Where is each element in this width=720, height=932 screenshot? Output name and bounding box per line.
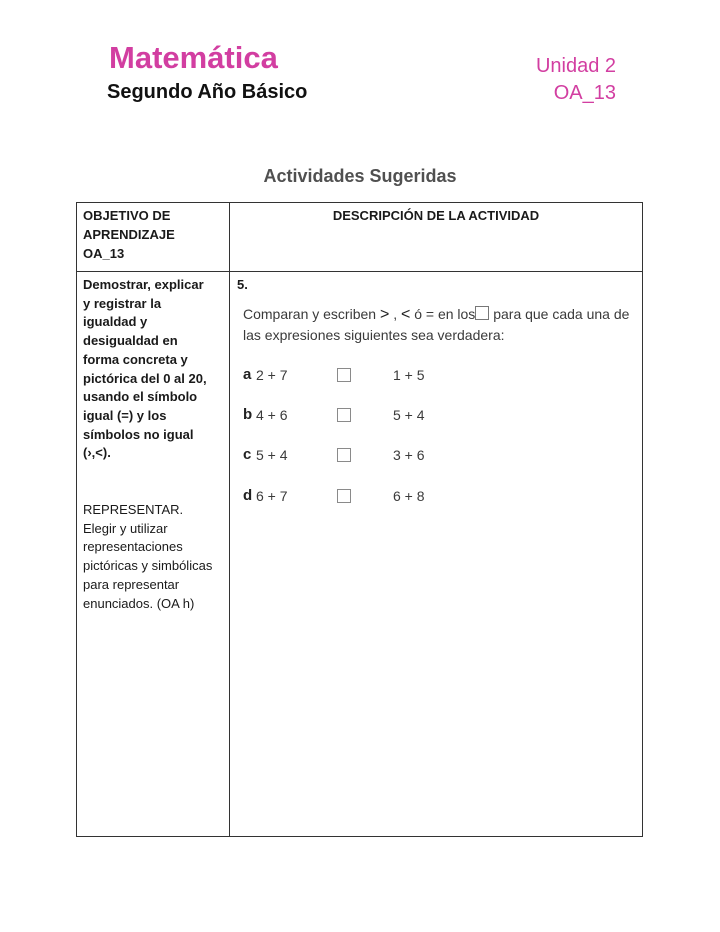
skill-title: REPRESENTAR. [83,502,184,517]
oa-code-label: OA_13 [553,82,616,104]
exercise-letter: c [243,446,252,463]
answer-box[interactable] [337,408,351,422]
exercise-row [243,406,543,426]
header-description: DESCRIPCIÓN DE LA ACTIVIDAD [332,208,540,223]
learning-objective: Demostrar, explicar y registrar la igualdad y desigualdad en forma concreta y pictórica del 0 al 20, usando el símbolo igual (=) y los símbolos no igual (›,<). [83,277,207,461]
left-expression: 5 + 4 [256,447,288,463]
grade-level: Segundo Año Básico [107,81,308,103]
header-objective-line: OA_13 [83,246,125,261]
left-expression: 6 + 7 [256,488,288,504]
exercise-row [243,446,543,466]
skill-block [83,501,225,613]
exercise-row [243,487,543,507]
subject-title: Matemática [109,40,278,75]
section-title: Actividades Sugeridas [263,166,457,186]
answer-box[interactable] [337,368,351,382]
column-divider [229,203,230,836]
answer-box[interactable] [337,448,351,462]
right-expression: 5 + 4 [393,407,425,423]
answer-box[interactable] [337,489,351,503]
activity-number: 5. [237,277,248,292]
left-expression: 4 + 6 [256,407,288,423]
left-expression: 2 + 7 [256,367,288,383]
row-divider [77,271,642,272]
exercise-letter: d [243,487,253,504]
exercise-letter: a [243,366,252,383]
instruction-text: Comparan y escriben [243,306,377,322]
skill-description: Elegir y utilizar representaciones pictóricas y simbólicas para representar enunciados. (OA h) [83,520,213,611]
right-expression: 6 + 8 [393,488,425,504]
unit-label: Unidad 2 [535,55,616,77]
right-expression: 1 + 5 [393,367,425,383]
exercise-row [243,366,543,386]
instruction-text: ó = en los [414,306,476,322]
exercise-letter: b [243,406,253,423]
less-than-symbol: < [400,306,411,323]
header-objective-line: APRENDIZAJE [83,227,175,242]
empty-box-icon [475,306,489,320]
activity-instruction [243,304,635,346]
right-expression: 3 + 6 [393,447,425,463]
instruction-comma: , [393,306,398,322]
activities-table [76,202,643,837]
header-objective-line: OBJETIVO DE [83,208,171,223]
greater-than-symbol: > [379,306,390,323]
header-objective [83,206,223,263]
instruction-text: para que cada una de las expresiones siguientes sea verdadera: [243,306,630,343]
